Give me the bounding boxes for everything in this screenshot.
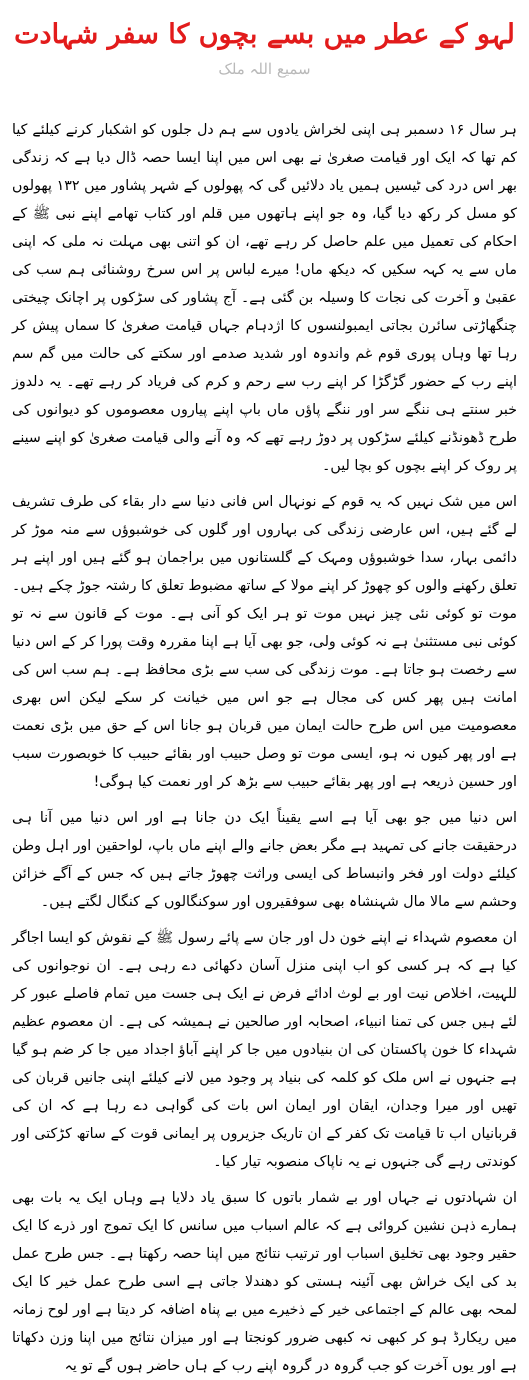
article-body	[12, 116, 517, 1380]
paragraph-4: ان معصوم شہداء نے اپنے خون دل اور جان سے پائے رسول ﷺ کے نقوش کو ایسا اجاگر کیا ہے کہ ہر کسی کو اب اپنی منزل آسان دکھائی دے رہی ہے۔ ان نوجوانوں کی للہیت، اخلاص نیت اور بے لوث ادائے فرض نے ایک ہی جست میں تمام فاصلے عبور کر لئے ہیں جس کی تمنا انبیاء، اصحابہ اور صالحین نے ہمیشہ کی ہے۔ ان معصوم عظیم شہداء کا خون پاکستان کی ان بنیادوں میں جا کر اپنے آباؤ اجداد میں جا کر ضم ہو گیا ہے جنہوں نے اس ملک کو کلمہ کی بنیاد پر وجود میں لانے کیلئے اپنی جانیں قربان کی تھیں اور میرا وجدان، ایقان اور ایمان اس بات کی گواہی دے رہا ہے کہ ان کی قربانیاں اب تا قیامت تک کفر کے ان تاریک جزیروں پر ایمانی قوت کے ساتھ کڑکتی اور کوندتی رہے گی جنہوں نے یہ ناپاک منصوبہ تیار کیا۔	[12, 930, 517, 1170]
paragraph-3: اس دنیا میں جو بھی آیا ہے اسے یقیناً ایک دن جانا ہے اور اس دنیا میں آنا ہی درحقیقت جانے کی تمہید ہے مگر بعض جانے والے اپنے ماں باپ، لواحقین اور اہل وطن کیلئے دولت اور فخر وانبساط کی ایسی وراثت چھوڑ جاتے ہیں کہ جس کے آگے خزائن وحشم سے مالا مال شہنشاہ بھی سوفقیروں اور سوکنگالوں کے کنگال لگتے ہیں۔	[12, 810, 517, 910]
paragraph-2: اس میں شک نہیں کہ یہ قوم کے نونہال اس فانی دنیا سے دار بقاء کی طرف تشریف لے گئے ہیں، اس عارضی زندگی کی بہاروں اور گلوں کی خوشبوؤں سے منہ موڑ کر دائمی بہار، سدا خوشبوؤں ومہک کے گلستانوں میں براجمان ہو گئے ہیں اور اپنے ہر تعلق رکھنے والوں کو چھوڑ کر اپنے مولا کے ساتھ مضبوط تعلق کا رشتہ جوڑ چکے ہیں۔ موت تو کوئی نئی چیز نہیں موت تو ہر ایک کو آنی ہے۔ موت کے قانون سے نہ تو کوئی نبی مستثنیٰ ہے نہ کوئی ولی، جو بھی آیا ہے اپنا مقررہ وقت پورا کر کے اس دنیا سے رخصت ہو جاتا ہے۔ موت زندگی کی سب سے بڑی محافظ ہے۔ ہم سب اس کی امانت ہیں پھر کس کی مجال ہے جو اس میں خیانت کر سکے لیکن اس بھری معصومیت میں اس طرح حالت ایمان میں قربان ہو جانا اس کے حق میں بڑی نعمت ہے اور پھر کیوں نہ ہو، ایسی موت تو وصل حبیب اور بقائے حبیب کا خوبصورت سبب اور حسین ذریعہ ہے اور پھر بقائے حبیب سے بڑھ کر اور نعمت کیا ہوگی!	[12, 494, 517, 790]
author-byline: سمیع اللہ ملک	[218, 60, 311, 78]
article-title: لہو کے عطر میں بسے بچوں کا سفر شہادت	[14, 19, 515, 50]
paragraph-1: ہر سال ۱۶ دسمبر ہی اپنی لخراش یادوں سے ہم دل جلوں کو اشکبار کرنے کیلئے کیا کم تھا کہ ایک اور قیامت صغریٰ نے بھی اس میں اپنا ایسا حصہ ڈال دیا ہے کہ زندگی بھر اس درد کی ٹیسیں ہمیں یاد دلائیں گی کہ پھولوں کے شہر پشاور میں ۱۳۲ پھولوں کو مسل کر رکھ دیا گیا، وہ جو اپنے ہاتھوں میں قلم اور کتاب تھامے اپنے نبی ﷺ کے احکام کی تعمیل میں علم حاصل کر رہے تھے، ان کو اتنی بھی مہلت نہ ملی کہ اپنی ماں سے یہ کہہ سکیں کہ دیکھ ماں! میرے لباس پر اس سرخ روشنائی ہم سب کی عقبیٰ و آخرت کی نجات کا وسیلہ بن گئی ہے۔ آج پشاور کی سڑکوں پر اچانک چیختی چنگھاڑتی سائرن بجاتی ایمبولنسوں کا اژدہام جہاں قیامت صغریٰ کا سماں پیش کر رہا تھا وہاں پوری قوم غم واندوہ اور شدید صدمے اور سکتے کی حالت میں گم سم اپنے رب کے حضور گڑگڑا کر اپنے رب سے رحم و کرم کی فریاد کر رہے تھے۔ یہ دلدوز خبر سنتے ہی ننگے سر اور ننگے پاؤں ماں باپ اپنے پیاروں معصوموں کو دیوانوں کی طرح ڈھونڈنے کیلئے سڑکوں پر دوڑ رہے تھے کہ وہ آنے والی قیامت صغریٰ کو اپنے سینے پر روک کر اپنے بچوں کو بچا لیں۔	[12, 122, 518, 474]
paragraph-5: ان شہادتوں نے جہاں اور بے شمار باتوں کا سبق یاد دلایا ہے وہاں ایک یہ بات بھی ہمارے ذہن نشین کروائی ہے کہ عالم اسباب میں سانس کا ایک تموج اور ذرے کا ایک حقیر وجود بھی تخلیق اسباب اور ترتیب نتائج میں اپنا حصہ رکھتا ہے۔ جس طرح عمل بد کی ایک خراش بھی آئینہ ہستی کو دھندلا جاتی ہے اسی طرح عمل خیر کا ایک لمحہ بھی عالم کے اجتماعی خیر کے ذخیرے میں بے پناہ اضافہ کر دیتا ہے اور لوح زمانہ میں ریکارڈ ہو کر کبھی نہ کبھی ضرور کونجتا ہے اور میزان نتائج میں اپنا وزن دکھاتا ہے اور یوں آخرت کو جب گروہ در گروہ اپنے رب کے ہاں حاضر ہوں گے تو یہ	[12, 1190, 517, 1374]
